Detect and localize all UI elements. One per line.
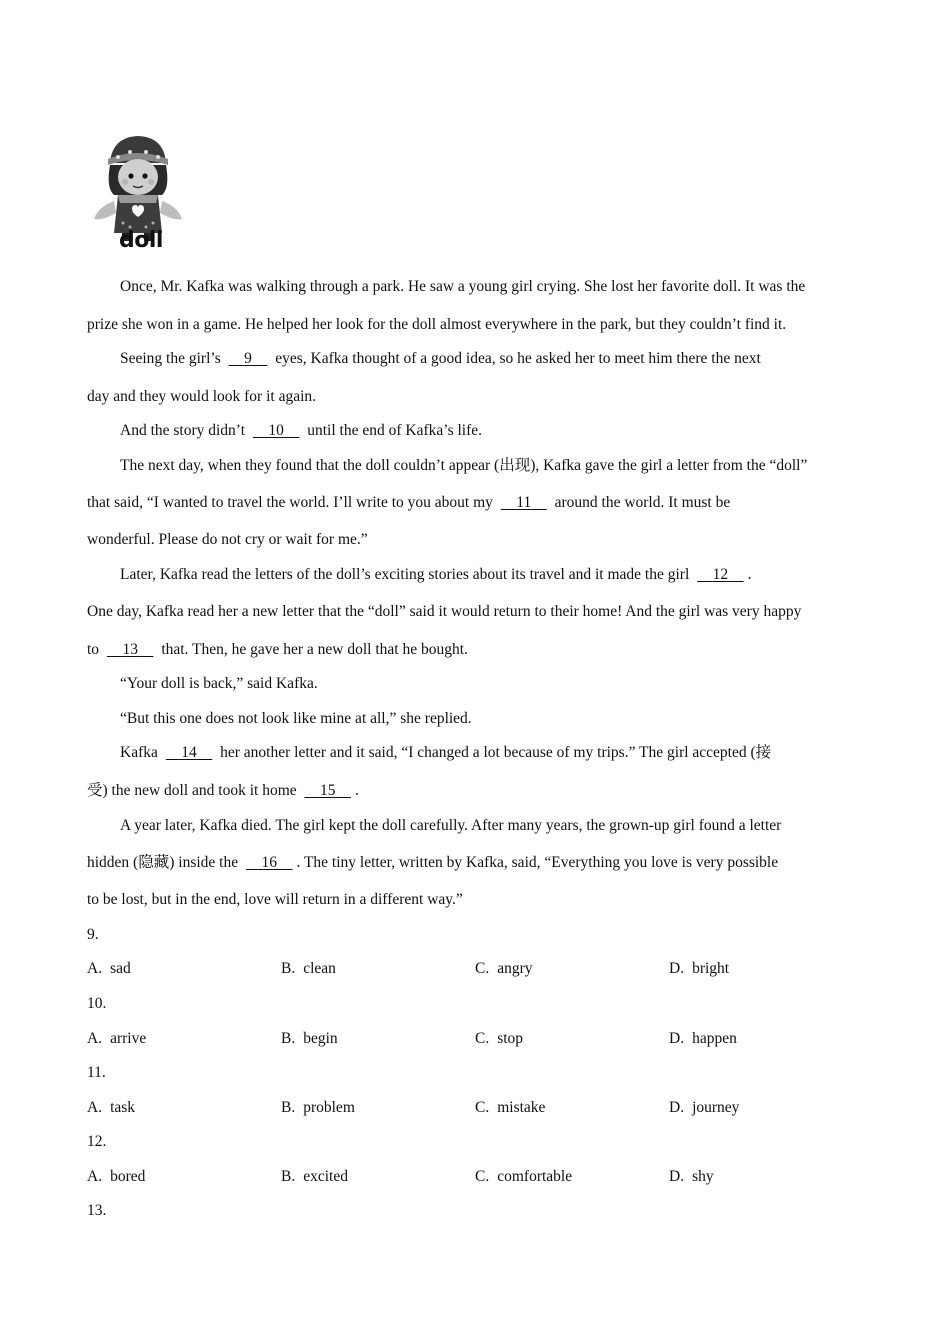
- passage-text: .: [355, 782, 359, 799]
- passage-text: And the story didn’t: [120, 422, 245, 439]
- passage-line: The next day, when they found that the doll couldn’t appear (出现), Kafka gave the girl a letter from the “doll”: [120, 457, 808, 474]
- option-b[interactable]: B. clean: [281, 960, 336, 977]
- passage-line: A year later, Kafka died. The girl kept the doll carefully. After many years, the grown-up girl found a letter: [120, 817, 782, 834]
- passage-text: Later, Kafka read the letters of the doll’s exciting stories about its travel and it made the girl: [120, 566, 690, 583]
- passage-line: wonderful. Please do not cry or wait for me.”: [87, 531, 368, 548]
- blank-11: 11: [516, 494, 532, 511]
- option-a[interactable]: A. sad: [87, 960, 131, 977]
- option-a[interactable]: A. arrive: [87, 1030, 147, 1047]
- passage-text: Kafka: [120, 744, 158, 761]
- passage-line: “But this one does not look like mine at all,” she replied.: [120, 710, 472, 727]
- passage-text: hidden (隐藏) inside the: [87, 854, 239, 871]
- option-d[interactable]: D. happen: [669, 1030, 737, 1047]
- passage-line: day and they would look for it again.: [87, 388, 317, 405]
- passage-line: [87, 493, 730, 513]
- passage-line: One day, Kafka read her a new letter that the “doll” said it would return to their home! And the girl was very happy: [87, 603, 802, 620]
- doll-caption: doll: [119, 228, 163, 253]
- blank-9: 9: [244, 350, 252, 367]
- option-d[interactable]: D. shy: [669, 1168, 714, 1185]
- passage-line: [120, 743, 771, 763]
- option-b[interactable]: B. problem: [281, 1099, 355, 1116]
- option-d[interactable]: D. journey: [669, 1099, 740, 1116]
- option-c[interactable]: C. angry: [475, 960, 533, 977]
- passage-line: [87, 781, 359, 801]
- passage-text: to: [87, 641, 100, 658]
- passage-line: “Your doll is back,” said Kafka.: [120, 675, 318, 692]
- question-number: 9.: [87, 926, 99, 943]
- passage-line: prize she won in a game. He helped her look for the doll almost everywhere in the park, but they couldn’t find it.: [87, 316, 787, 333]
- blank-15: 15: [320, 782, 336, 799]
- question-number: 10.: [87, 995, 107, 1012]
- option-a[interactable]: A. task: [87, 1099, 136, 1116]
- passage-text: that said, “I wanted to travel the world. I’ll write to you about my: [87, 494, 493, 511]
- passage-line: Once, Mr. Kafka was walking through a park. He saw a young girl crying. She lost her favorite doll. It was the: [120, 278, 806, 295]
- passage-text: around the world. It must be: [554, 494, 731, 511]
- passage-text: Seeing the girl’s: [120, 350, 221, 367]
- blank-16: 16: [261, 854, 277, 871]
- passage-text: until the end of Kafka’s life.: [307, 422, 483, 439]
- passage-line: [120, 421, 482, 441]
- option-b[interactable]: B. begin: [281, 1030, 338, 1047]
- passage-text: that. Then, he gave her a new doll that he bought.: [161, 641, 468, 658]
- passage-line: [120, 565, 752, 585]
- option-c[interactable]: C. mistake: [475, 1099, 546, 1116]
- passage-line: [120, 349, 761, 369]
- passage-text: 受) the new doll and took it home: [87, 782, 297, 799]
- blank-14: 14: [181, 744, 197, 761]
- passage-text: eyes, Kafka thought of a good idea, so he asked her to meet him there the next: [275, 350, 761, 367]
- option-a[interactable]: A. bored: [87, 1168, 146, 1185]
- option-d[interactable]: D. bright: [669, 960, 730, 977]
- question-number: 13.: [87, 1202, 107, 1219]
- passage-text: .: [747, 566, 752, 583]
- passage-text: . The tiny letter, written by Kafka, said, “Everything you love is very possible: [296, 854, 779, 871]
- option-c[interactable]: C. comfortable: [475, 1168, 573, 1185]
- blank-12: 12: [712, 566, 729, 583]
- option-b[interactable]: B. excited: [281, 1168, 348, 1185]
- blank-13: 13: [122, 641, 138, 658]
- option-c[interactable]: C. stop: [475, 1030, 524, 1047]
- passage-line: [87, 640, 468, 660]
- question-number: 12.: [87, 1133, 107, 1150]
- blank-10: 10: [268, 422, 284, 439]
- question-number: 11.: [87, 1064, 106, 1081]
- passage-line: [87, 853, 778, 873]
- passage-line: to be lost, but in the end, love will return in a different way.”: [87, 891, 463, 908]
- passage-text: her another letter and it said, “I changed a lot because of my trips.” The girl accepted (接: [220, 744, 772, 761]
